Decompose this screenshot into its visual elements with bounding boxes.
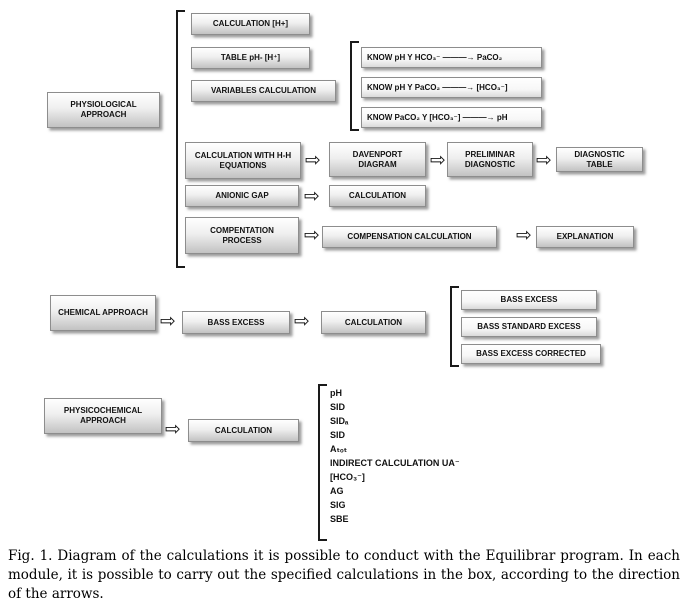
list-item-sig: SIG bbox=[330, 500, 346, 510]
node-know-ph-paco2: KNOW pH Y PaCO₂ ———→ [HCO₃⁻] bbox=[361, 77, 542, 98]
list-item-ph: pH bbox=[330, 388, 342, 398]
node-know-paco2-hco3: KNOW PaCO₂ Y [HCO₃⁻] ———→ pH bbox=[361, 107, 542, 128]
node-explanation: EXPLANATION bbox=[536, 226, 634, 248]
physicochemical-outputs-bracket bbox=[318, 384, 327, 541]
node-output-bass-excess-corrected: BASS EXCESS CORRECTED bbox=[461, 344, 601, 364]
node-know-ph-hco3: KNOW pH Y HCO₃⁻ ———→ PaCO₂ bbox=[361, 47, 542, 68]
node-compensation-calculation: COMPENSATION CALCULATION bbox=[322, 226, 497, 248]
flow-arrow-icon: ⇨ bbox=[160, 310, 176, 332]
flow-arrow-icon: ⇨ bbox=[304, 185, 320, 207]
flow-arrow-icon: ⇨ bbox=[294, 310, 310, 332]
node-physicochemical-calculation: CALCULATION bbox=[188, 419, 299, 442]
node-output-bass-excess: BASS EXCESS bbox=[461, 290, 597, 310]
node-output-bass-standard-excess: BASS STANDARD EXCESS bbox=[461, 317, 597, 337]
list-item-indirect-ua: INDIRECT CALCULATION UA⁻ bbox=[330, 458, 460, 468]
node-bass-excess: BASS EXCESS bbox=[182, 311, 290, 334]
node-davenport-diagram: DAVENPORT DIAGRAM bbox=[329, 142, 426, 177]
figure-caption: Fig. 1. Diagram of the calculations it is possible to conduct with the Equilibrar program. In each module, it is possible to carry out the specified calculations in the box, according to the direction of the arrows. bbox=[8, 548, 680, 602]
node-physicochemical-approach: PHYSICOCHEMICAL APPROACH bbox=[44, 398, 162, 434]
list-item-hco3: [HCO₃⁻] bbox=[330, 472, 365, 482]
list-item-sid: SID bbox=[330, 402, 346, 412]
node-table-ph-h: TABLE pH- [H⁺] bbox=[191, 47, 310, 69]
flow-arrow-icon: ⇨ bbox=[430, 149, 446, 171]
node-physiological-approach: PHYSIOLOGICAL APPROACH bbox=[47, 92, 160, 128]
list-item-ag: AG bbox=[330, 486, 344, 496]
node-preliminar-diagnostic: PRELIMINAR DIAGNOSTIC bbox=[447, 142, 533, 177]
physiological-group-bracket bbox=[176, 10, 185, 268]
node-diagnostic-table: DIAGNOSTIC TABLE bbox=[556, 147, 643, 172]
flow-arrow-icon: ⇨ bbox=[305, 149, 321, 171]
list-item-sbe: SBE bbox=[330, 514, 349, 524]
flow-arrow-icon: ⇨ bbox=[304, 224, 320, 246]
node-calculation-h: CALCULATION [H+] bbox=[191, 13, 310, 35]
node-hh-equations: CALCULATION WITH H-H EQUATIONS bbox=[185, 142, 301, 179]
list-item-sid-2: SID bbox=[330, 430, 346, 440]
node-compentation-process: COMPENTATION PROCESS bbox=[185, 217, 299, 254]
node-variables-calculation: VARIABLES CALCULATION bbox=[191, 80, 336, 102]
chemical-outputs-bracket bbox=[450, 286, 459, 367]
node-chemical-calculation: CALCULATION bbox=[321, 311, 426, 334]
node-anionic-calculation: CALCULATION bbox=[329, 185, 426, 207]
node-anionic-gap: ANIONIC GAP bbox=[185, 185, 299, 207]
list-item-sid-a: SIDₐ bbox=[330, 416, 349, 426]
flow-arrow-icon: ⇨ bbox=[516, 224, 532, 246]
list-item-atot: Aₜₒₜ bbox=[330, 444, 348, 454]
flow-arrow-icon: ⇨ bbox=[536, 149, 552, 171]
node-chemical-approach: CHEMICAL APPROACH bbox=[50, 295, 156, 331]
know-group-bracket bbox=[350, 41, 359, 131]
flow-arrow-icon: ⇨ bbox=[165, 418, 181, 440]
